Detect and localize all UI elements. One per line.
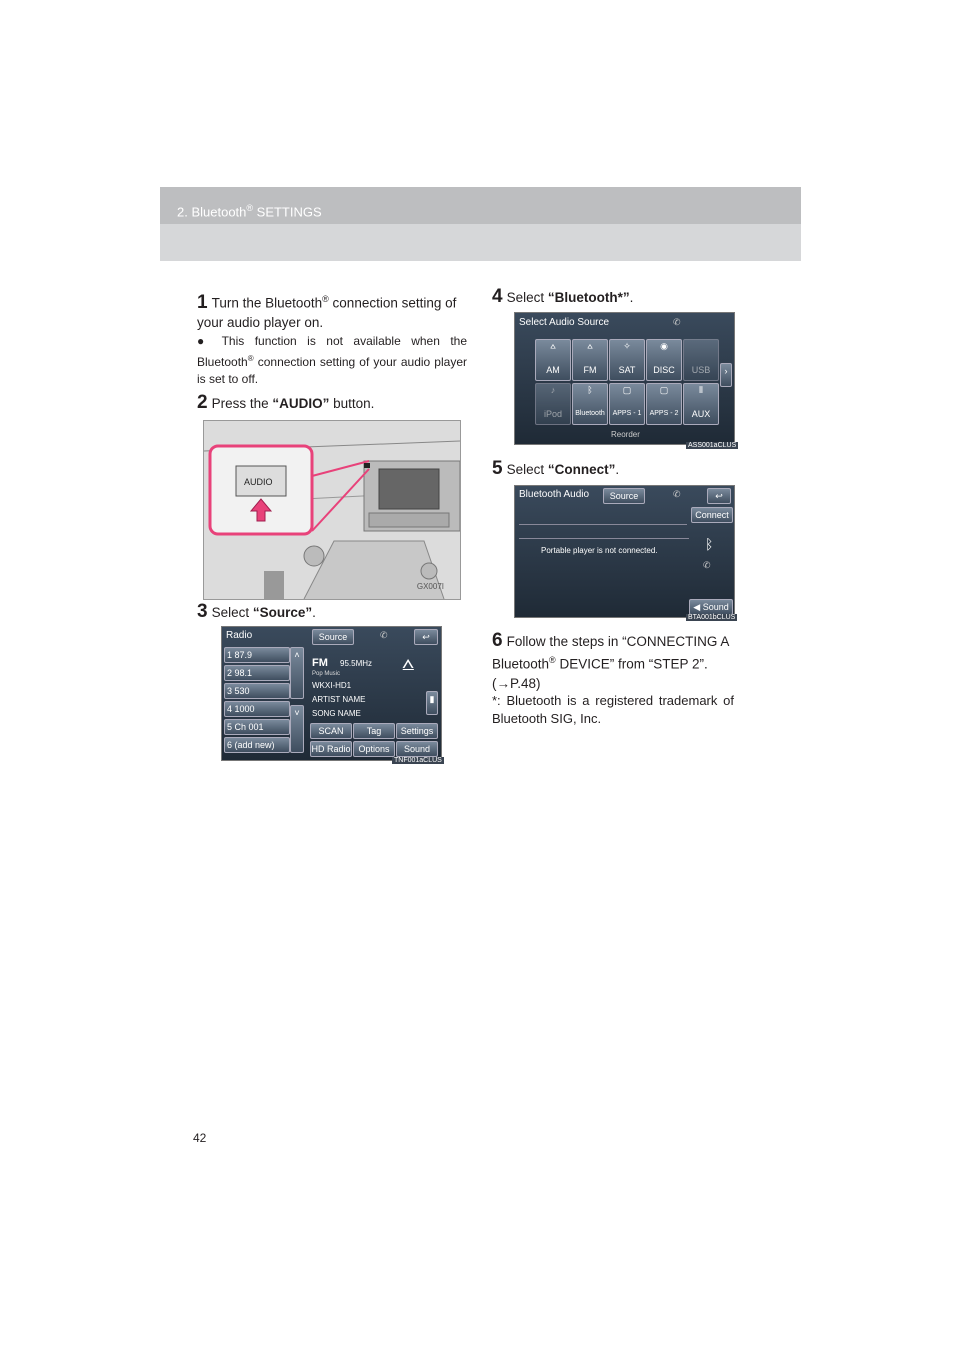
- satellite-icon: ✧: [623, 341, 631, 351]
- phone-icon: ✆: [673, 317, 681, 327]
- page-number: 42: [193, 1131, 207, 1145]
- header-subband: [160, 224, 801, 261]
- back-icon[interactable]: ↩: [707, 488, 731, 504]
- source-button[interactable]: Source: [312, 629, 354, 645]
- preset-5[interactable]: 5 Ch 001: [224, 719, 290, 735]
- source-ipod[interactable]: ♪ iPod: [535, 383, 571, 425]
- source-disc[interactable]: ◉ DISC: [646, 339, 682, 381]
- dashboard-illustration: [204, 421, 460, 599]
- step-3: 3 Select “Source”.: [197, 601, 316, 622]
- figure-audio-source-screen: [514, 312, 735, 445]
- scan-button[interactable]: SCAN: [310, 723, 352, 739]
- next-page-icon[interactable]: ›: [720, 363, 732, 387]
- source-fm[interactable]: ⩟ FM: [572, 339, 608, 381]
- divider: [519, 538, 689, 539]
- genre: Pop Music: [312, 671, 341, 677]
- scroll-up-icon[interactable]: ˄: [290, 647, 304, 699]
- footnote: *: Bluetooth is a registered trademark of Bluetooth SIG, Inc.: [492, 693, 734, 726]
- step-1-note: ● This function is not available when the Bluetooth® connection setting of your audio player is set to off.: [197, 334, 468, 386]
- source-apps-2[interactable]: ▢ APPS - 2: [646, 383, 682, 425]
- aux-icon: ⦀: [699, 385, 703, 395]
- antenna-icon: ⩟: [402, 653, 415, 675]
- apps-icon: ▢: [659, 385, 669, 395]
- info-icon[interactable]: ▮: [426, 691, 438, 715]
- tower-icon: ⩟: [550, 341, 556, 351]
- bt-title: Bluetooth Audio: [519, 489, 590, 500]
- step-5: 5 Select “Connect”.: [492, 458, 620, 479]
- sound-button[interactable]: ◀ Sound: [689, 599, 733, 615]
- settings-button[interactable]: Settings: [396, 723, 438, 739]
- back-icon[interactable]: ↩: [414, 629, 438, 645]
- sound-button[interactable]: Sound: [396, 741, 438, 757]
- tower-icon: ⩟: [587, 341, 593, 351]
- step-4: 4 Select “Bluetooth*”.: [492, 286, 634, 307]
- source-apps-1[interactable]: ▢ APPS - 1: [609, 383, 645, 425]
- source-title: Select Audio Source: [519, 317, 610, 328]
- scroll-down-icon[interactable]: ˅: [290, 705, 304, 753]
- figure-bluetooth-audio-screen: [514, 485, 735, 618]
- apps-icon: ▢: [622, 385, 632, 395]
- song-name: SONG NAME: [312, 709, 361, 718]
- status-message: Portable player is not connected.: [541, 546, 658, 555]
- band-label: FM: [312, 657, 328, 669]
- audio-button-label: AUDIO: [244, 477, 273, 487]
- station-name: WKXI-HD1: [312, 681, 352, 690]
- hd-radio-button[interactable]: HD Radio: [310, 741, 352, 757]
- figure-code: ASS001aCLUS: [688, 442, 737, 449]
- reorder-button[interactable]: Reorder: [611, 430, 640, 439]
- divider: [519, 524, 687, 525]
- figure-code: GX007I: [416, 582, 444, 591]
- figure-code: BTA001bCLUS: [688, 614, 736, 621]
- figure-radio-screen: [221, 626, 442, 761]
- phone-icon: ✆: [673, 489, 681, 499]
- phone-icon: ✆: [703, 560, 711, 570]
- source-aux[interactable]: ⦀ AUX: [683, 383, 719, 425]
- preset-4[interactable]: 4 1000: [224, 701, 290, 717]
- source-usb[interactable]: USB: [683, 339, 719, 381]
- source-am[interactable]: ⩟ AM: [535, 339, 571, 381]
- source-bluetooth[interactable]: ᛒ Bluetooth: [572, 383, 608, 425]
- preset-1[interactable]: 1 87.9: [224, 647, 290, 663]
- bluetooth-icon: ᛒ: [705, 536, 714, 552]
- options-button[interactable]: Options: [353, 741, 395, 757]
- figure-code: TNF001aCLUS: [394, 757, 442, 764]
- preset-3[interactable]: 3 530: [224, 683, 290, 699]
- connect-button[interactable]: Connect: [691, 507, 733, 523]
- figure-dashboard: [203, 420, 461, 600]
- phone-icon: ✆: [380, 630, 388, 640]
- step-6: 6 Follow the steps in “CONNECTING A Bluetooth® DEVICE” from “STEP 2”. (→P.48): [492, 630, 729, 691]
- step-1: 1 Turn the Bluetooth® connection setting of your audio player on.: [197, 291, 457, 330]
- artist-name: ARTIST NAME: [312, 695, 366, 704]
- source-sat[interactable]: ✧ SAT: [609, 339, 645, 381]
- source-button[interactable]: Source: [603, 488, 645, 504]
- section-header: 2. Bluetooth® SETTINGS: [177, 203, 322, 220]
- frequency: 95.5MHz: [340, 659, 373, 668]
- bluetooth-icon: ᛒ: [587, 385, 593, 395]
- disc-icon: ◉: [660, 341, 668, 351]
- radio-title: Radio: [226, 630, 253, 641]
- preset-2[interactable]: 2 98.1: [224, 665, 290, 681]
- step-2: 2 Press the “AUDIO” button.: [197, 392, 375, 413]
- tag-button[interactable]: Tag: [353, 723, 395, 739]
- preset-6[interactable]: 6 (add new): [224, 737, 290, 753]
